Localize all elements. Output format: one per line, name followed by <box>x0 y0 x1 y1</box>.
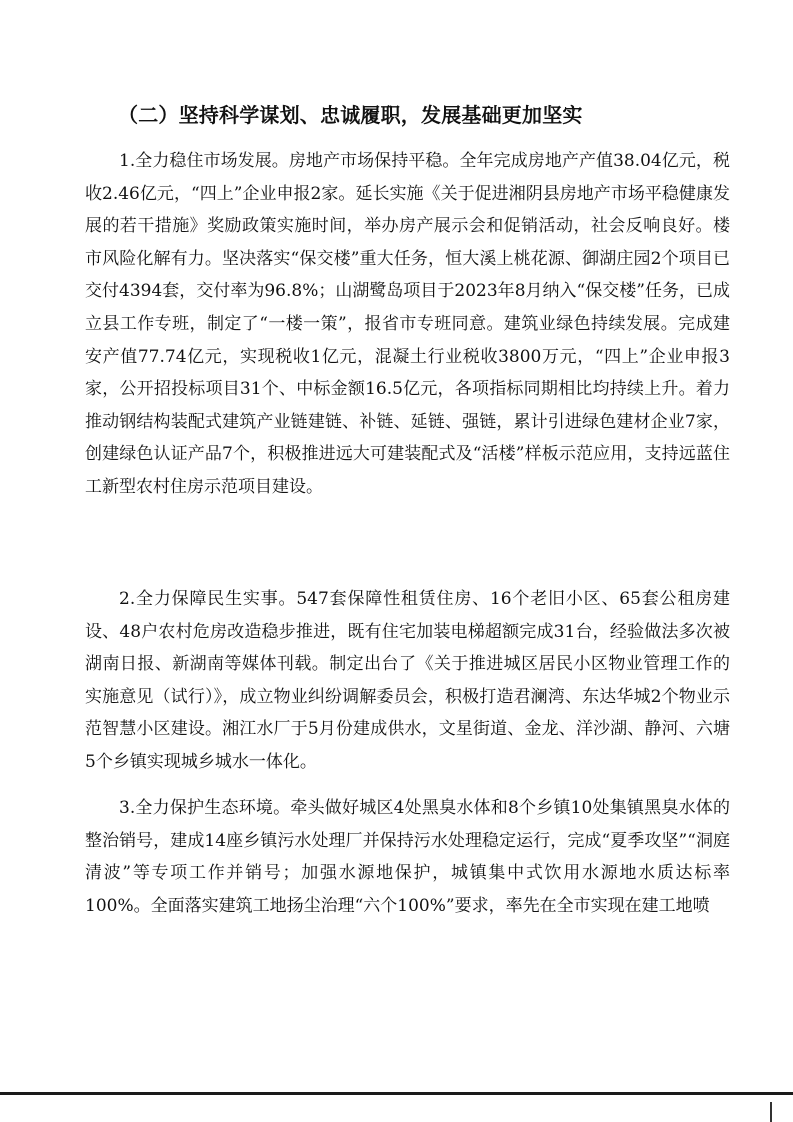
paragraph-livelihood: 2.全力保障民生实事。547套保障性租赁住房、16个老旧小区、65套公租房建设、48户农村危房改造稳步推进，既有住宅加装电梯超额完成31台，经验做法多次被湖南日报、新湖南等媒体刊载。制定出台了《关于推进城区居民小区物业管理工作的实施意见（试行）》，成立物业纠纷调解委员会，积极打造君澜湾、东达华城2个物业示范智慧小区建设。湘江水厂于5月份建成供水，文星街道、金龙、洋沙湖、静河、六塘5个乡镇实现城乡城水一体化。 <box>85 589 730 772</box>
bottom-scan-border <box>0 1092 793 1095</box>
section-heading: （二）坚持科学谋划、忠诚履职，发展基础更加坚实 <box>118 103 583 127</box>
scan-edge-mark <box>770 1102 772 1122</box>
paragraph-market-development: 1.全力稳住市场发展。房地产市场保持平稳。全年完成房地产产值38.04亿元，税收2.46亿元，“四上”企业申报2家。延长实施《关于促进湘阴县房地产市场平稳健康发展的若干措施》奖励政策实施时间，举办房产展示会和促销活动，社会反响良好。楼市风险化解有力。坚决落实“保交楼”重大任务，恒大溪上桃花源、御湖庄园2个项目已交付4394套，交付率为96.8%；山湖鹭岛项目于2023年8月纳入“保交楼”任务，已成立县工作专班，制定了“一楼一策”，报省市专班同意。建筑业绿色持续发展。完成建安产值77.74亿元，实现税收1亿元，混凝土行业税收3800万元，“四上”企业申报3家，公开招投标项目31个、中标金额16.5亿元，各项指标同期相比均持续上升。着力推动钢结构装配式建筑产业链建链、补链、延链、强链，累计引进绿色建材企业7家，创建绿色认证产品7个，积极推进远大可建装配式及“活楼”样板示范应用，支持远蓝住工新型农村住房示范项目建设。 <box>85 151 730 497</box>
paragraph-ecology: 3.全力保护生态环境。牵头做好城区4处黑臭水体和8个乡镇10处集镇黑臭水体的整治销号，建成14座乡镇污水处理厂并保持污水处理稳定运行，完成“夏季攻坚”“洞庭清波”等专项工作并销号；加强水源地保护，城镇集中式饮用水源地水质达标率100%。全面落实建筑工地扬尘治理“六个100%”要求，率先在全市实现在建工地喷 <box>85 798 730 916</box>
